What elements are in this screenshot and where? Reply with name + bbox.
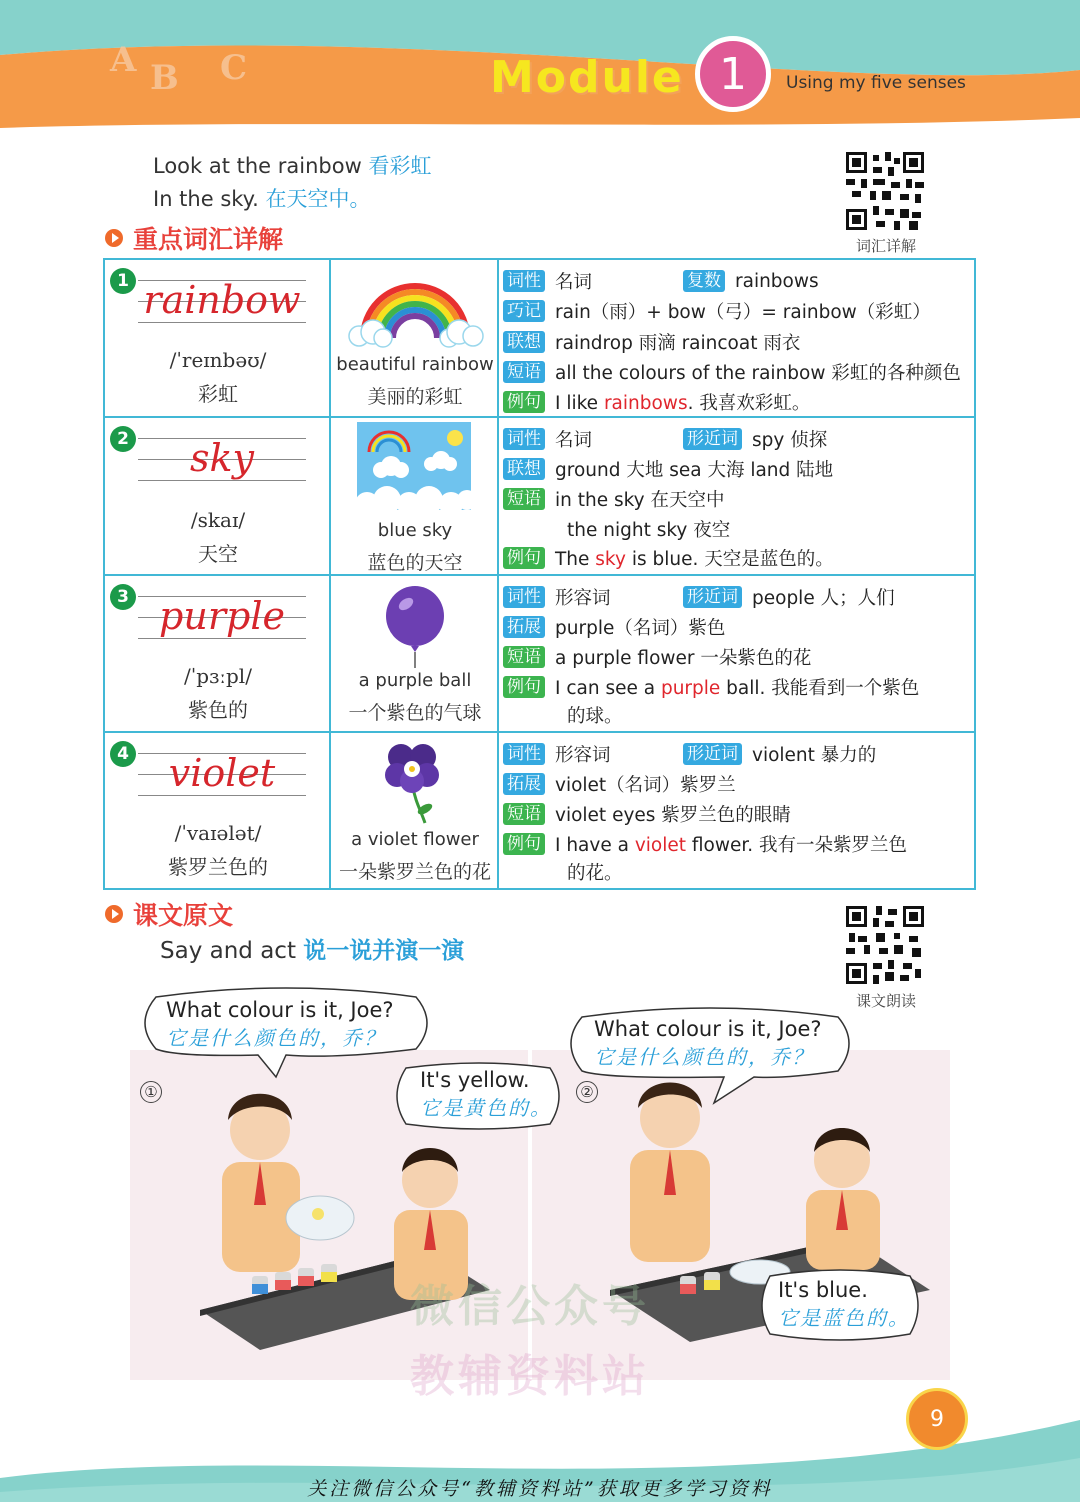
footer-note: 关注微信公众号“教辅资料站”获取更多学习资料	[307, 1478, 773, 1500]
intro-line-1: Look at the rainbow 看彩虹	[153, 154, 432, 178]
number-badge: 1	[110, 268, 136, 294]
vocab-word: rainbow	[143, 278, 301, 322]
speech-bubble-3: What colour is it, Joe? 它是什么颜色的，乔？	[594, 1017, 822, 1069]
module-number-badge: 1	[695, 36, 771, 112]
note-line: the night sky 夜空	[567, 520, 731, 541]
number-badge: 2	[110, 426, 136, 452]
section-vocab-title-text: 重点词汇详解	[133, 225, 284, 254]
qr-vocab-label: 词汇详解	[855, 237, 916, 255]
module-title: Using my five senses	[786, 73, 966, 93]
watermark-line-1: 微信公众号	[410, 1281, 650, 1332]
speech-bubble-4: It's blue. 它是蓝色的。	[778, 1278, 910, 1330]
notes-cell	[499, 418, 974, 574]
vocab-row-violet	[105, 733, 974, 888]
phonetic: /skaɪ/	[190, 508, 246, 532]
notes-cell	[499, 576, 974, 731]
word-meaning: 彩虹	[198, 382, 238, 406]
example-sentence: 例句 I like rainbows. 我喜欢彩虹。	[503, 389, 810, 415]
picture-cell	[331, 576, 499, 731]
page-number: 9	[906, 1388, 968, 1450]
note-line: 联想 raindrop 雨滴 raincoat 雨衣	[503, 329, 800, 355]
panel-number-1: ①	[140, 1081, 162, 1103]
speech-bubble-1: What colour is it, Joe? 它是什么颜色的，乔？	[166, 998, 394, 1050]
picture-caption-en: a violet flower	[351, 829, 479, 850]
notes-cell	[499, 260, 974, 416]
note-line: 拓展 violet（名词）紫罗兰	[503, 771, 736, 797]
note-line: 词性 形容词 形近词 violent 暴力的	[503, 741, 876, 767]
example-sentence: 例句 I have a violet flower. 我有一朵紫罗兰色	[503, 831, 907, 857]
word-cell	[105, 576, 331, 731]
note-line: 巧记 rain（雨）+ bow（弓）= rainbow（彩虹）	[503, 298, 931, 324]
number-badge: 3	[110, 584, 136, 610]
picture-caption-cn: 一朵紫罗兰色的花	[338, 861, 491, 883]
section-text-title	[105, 896, 233, 932]
notes-cell	[499, 733, 974, 888]
section-text-title-text: 课文原文	[133, 901, 234, 930]
vocab-row-sky	[105, 418, 974, 576]
picture-caption-cn: 美丽的彩虹	[367, 386, 463, 408]
qr-code-text[interactable]	[846, 906, 924, 984]
note-line: 词性 名词 复数 rainbows	[503, 268, 819, 294]
vocab-word: violet	[168, 751, 276, 795]
vocab-row-purple	[105, 576, 974, 733]
picture-caption-en: beautiful rainbow	[336, 354, 494, 375]
say-and-act-instruction: Say and act 说一说并演一演	[160, 938, 465, 964]
note-line: 短语 a purple flower 一朵紫色的花	[503, 644, 811, 670]
picture-caption-cn: 蓝色的天空	[367, 552, 463, 574]
picture-caption-en: blue sky	[377, 520, 453, 541]
vocab-word: purple	[159, 594, 285, 638]
phonetic: /ˈpɜːpl/	[184, 664, 252, 688]
play-bullet-icon	[105, 229, 123, 247]
word-meaning: 天空	[198, 542, 238, 566]
note-line: 词性 形容词 形近词 people 人；人们	[503, 584, 895, 610]
module-heading: Module	[490, 52, 684, 103]
rainbow-illustration	[345, 270, 485, 348]
note-line: 的花。	[567, 863, 623, 884]
phonetic: /ˈvaɪələt/	[174, 821, 262, 845]
example-sentence: 例句 I can see a purple ball. 我能看到一个紫色	[503, 674, 919, 700]
purple-balloon-illustration	[381, 584, 449, 668]
note-line: 的球。	[567, 706, 623, 727]
note-line: 短语 in the sky 在天空中	[503, 486, 725, 512]
deco-letter-c: C	[220, 48, 248, 88]
word-cell	[105, 260, 331, 416]
picture-caption-en: a purple ball	[358, 670, 472, 691]
phonetic: /ˈreɪnbəʊ/	[169, 348, 267, 372]
picture-caption-cn: 一个紫色的气球	[348, 702, 482, 724]
play-bullet-icon	[105, 905, 123, 923]
word-cell	[105, 418, 331, 574]
deco-letter-b: B	[150, 58, 179, 98]
word-cell	[105, 733, 331, 888]
section-vocab-title	[105, 220, 283, 256]
example-sentence: 例句 The sky is blue. 天空是蓝色的。	[503, 545, 834, 571]
note-line: 拓展 purple（名词）紫色	[503, 614, 725, 640]
note-line: 短语 all the colours of the rainbow 彩虹的各种颜色	[503, 359, 961, 385]
speech-bubble-2: It's yellow. 它是黄色的。	[420, 1068, 552, 1120]
number-badge: 4	[110, 741, 136, 767]
vocab-row-rainbow	[105, 260, 974, 418]
picture-cell	[331, 260, 499, 416]
qr-text-label: 课文朗读	[855, 992, 916, 1010]
word-meaning: 紫罗兰色的	[168, 855, 268, 879]
panel-number-2: ②	[576, 1081, 598, 1103]
deco-letter-a: A	[110, 40, 137, 80]
vocab-word: sky	[190, 436, 254, 480]
sky-illustration	[357, 422, 471, 510]
picture-cell	[331, 733, 499, 888]
note-line: 联想 ground 大地 sea 大海 land 陆地	[503, 456, 833, 482]
picture-cell	[331, 418, 499, 574]
watermark-line-2: 教辅资料站	[410, 1351, 650, 1402]
qr-code-vocab[interactable]	[846, 152, 924, 230]
note-line: 短语 violet eyes 紫罗兰色的眼睛	[503, 801, 791, 827]
word-meaning: 紫色的	[188, 698, 248, 722]
violet-flower-illustration	[381, 739, 445, 825]
vocab-table	[103, 258, 976, 890]
intro-line-2: In the sky. 在天空中。	[153, 187, 371, 211]
note-line: 词性 名词 形近词 spy 侦探	[503, 426, 827, 452]
